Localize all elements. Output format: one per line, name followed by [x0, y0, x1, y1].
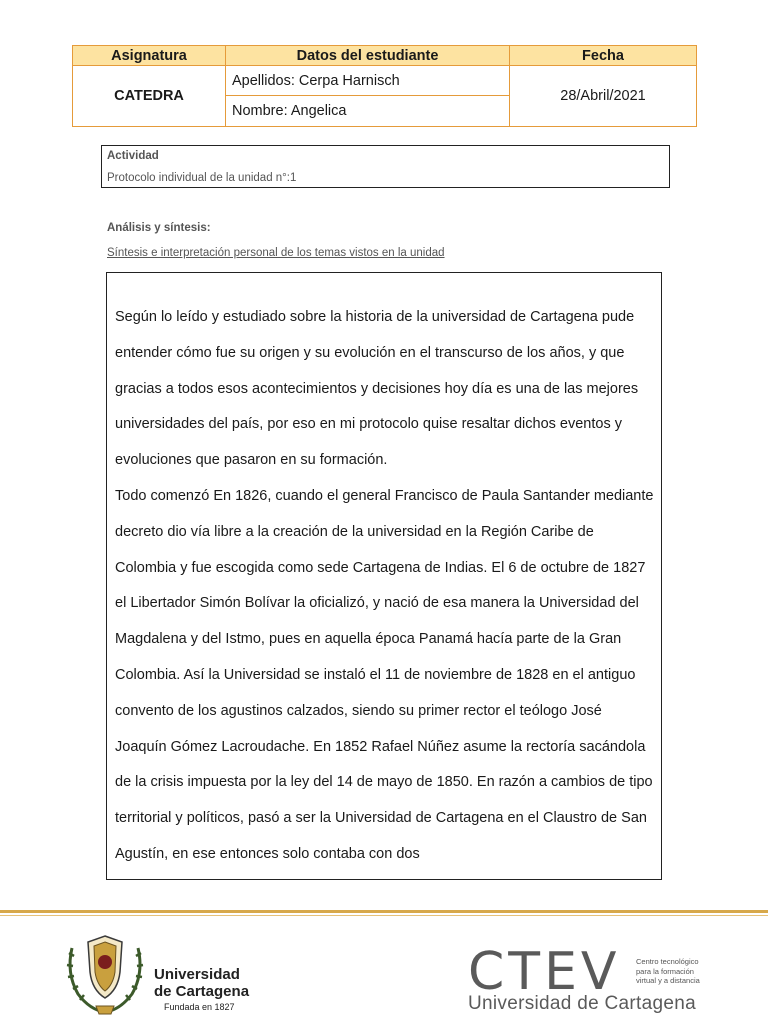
- student-info-table: [72, 45, 697, 127]
- footer-divider: [0, 910, 768, 913]
- activity-value: Protocolo individual de la unidad n°:1: [107, 172, 297, 184]
- university-founded: Fundada en 1827: [164, 1002, 235, 1012]
- footer-divider-thin: [0, 915, 768, 916]
- table-header-subject: Asignatura: [73, 46, 225, 66]
- student-name: Nombre: Angelica: [225, 96, 509, 126]
- table-header-date: Fecha: [509, 46, 696, 66]
- essay-paragraph-1: Según lo leído y estudiado sobre la historia de la universidad de Cartagena pude entender cómo fue su origen y su evolución en el transcurso de los años, y que gracias a todos esos acontecimientos y decisiones hoy día es una de las mejores universidades del país, por eso en mi protocolo quise resaltar dichos eventos y evoluciones que pasaron en su formación.: [115, 309, 639, 469]
- essay-paragraph-2: Todo comenzó En 1826, cuando el general Francisco de Paula Santander mediante decreto dio vía libre a la creación de la universidad en la Región Caribe de Colombia y fue escogida como sede Cartagena de Indias. El 6 de octubre de 1827 el Libertador Simón Bolívar la oficializó, y nació de esa manera la Universidad del Magdalena y del Istmo, pues en aquella época Panamá hacía parte de la Gran Colombia. Así la Universidad se instaló el 11 de noviembre de 1828 en el antiguo convento de los agustinos calzados, siendo su primer rector el teólogo José Joaquín Gómez Lacroudache. En 1852 Rafael Núñez asume la rectoría sacándola de la crisis impuesta por la ley del 14 de mayo de 1850. En razón a cambios de tipo territorial y políticos, pasó a ser la Universidad de Cartagena en el Claustro de San Agustín, en ese entonces solo contaba con dos: [115, 487, 654, 862]
- section-subtitle: Síntesis e interpretación personal de los temas vistos en la unidad: [107, 247, 445, 259]
- university-name: [154, 966, 249, 1000]
- university-name-line-2: de Cartagena: [154, 983, 250, 1000]
- section-title: Análisis y síntesis:: [107, 222, 211, 234]
- ctev-description-line-3: virtual y a distancia: [636, 976, 700, 985]
- activity-box: [101, 145, 670, 188]
- subject-value: CATEDRA: [114, 88, 184, 104]
- university-name-line-1: Universidad: [154, 966, 240, 983]
- ctev-description-line-1: Centro tecnológico: [636, 957, 699, 966]
- ctev-university-name: Universidad de Cartagena: [468, 993, 696, 1014]
- student-surname: Apellidos: Cerpa Harnisch: [225, 66, 509, 96]
- ctev-description: [636, 957, 700, 986]
- university-crest-icon: [60, 928, 150, 1018]
- activity-label: Actividad: [107, 150, 159, 162]
- date-value: 28/Abril/2021: [509, 66, 696, 126]
- ctev-description-line-2: para la formación: [636, 966, 694, 976]
- ctev-logo: CTEV: [468, 942, 621, 1002]
- table-header-student: Datos del estudiante: [225, 46, 509, 66]
- essay-box: [106, 272, 662, 880]
